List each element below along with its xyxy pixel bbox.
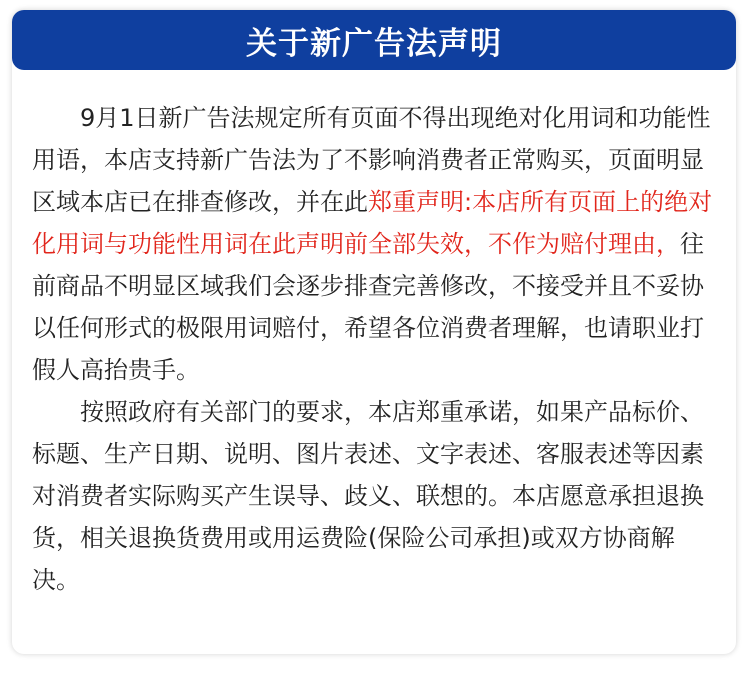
paragraph-1-highlight: 郑重声明:本店所有页面上的绝对化用词与功能性用词在此声明前全部失效，不作为赔付理由， (32, 188, 713, 258)
paragraph-1-outro: 往前商品不明显区域我们会逐步排查完善修改，不接受并且不妥协以任何形式的极限用词赔付，希望各位消费者理解，也请职业打假人高抬贵手。 (32, 230, 704, 384)
paragraph-1 (32, 97, 722, 391)
statement-card (12, 10, 736, 654)
paragraph-2: 按照政府有关部门的要求，本店郑重承诺，如果产品标价、标题、生产日期、说明、图片表述、文字表述、客服表述等因素对消费者实际购买产生误导、歧义、联想的。本店愿意承担退换货，相关退换货费用或用运费险(保险公司承担)或双方协商解决。 (32, 398, 704, 594)
statement-body (32, 97, 722, 601)
paragraph-1-intro: 9月1日新广告法规定所有页面不得出现绝对化用词和功能性用语，本店支持新广告法为了不影响消费者正常购买，页面明显区域本店已在排查修改，并在此 (32, 104, 711, 216)
statement-header (12, 10, 736, 70)
page-title: 关于新广告法声明 (246, 25, 502, 62)
